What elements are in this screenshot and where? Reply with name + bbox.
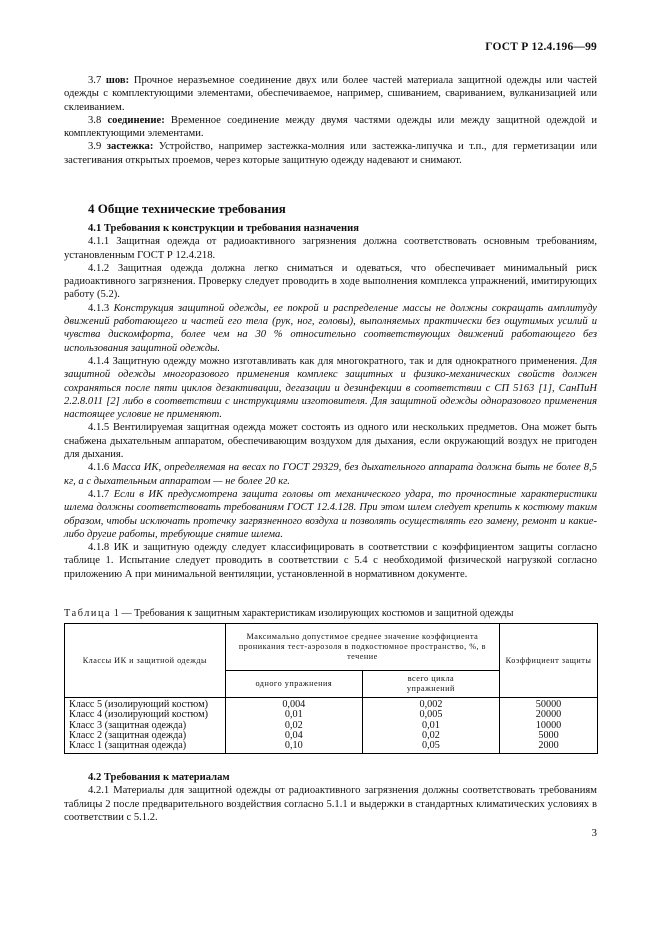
paragraph-4-1-2: 4.1.2 Защитная одежда должна легко сниматься и одеваться, что обеспечивает минимальный риск радиоактивного загрязнения. Проверку следует проводить в ходе выполнения комплекса упражнений, имитирующих работу (5.2). xyxy=(64,262,597,301)
all-exercises-cell: 0,005 xyxy=(419,709,443,721)
one-exercise-cell: 0,01 xyxy=(284,709,303,721)
paragraph-4-1-3: 4.1.3 Конструкция защитной одежды, ее покрой и распределение массы не должны сокращать амплитуду движений работающего и частей его тела (рук, ног, головы), выполняемых практически без ощутимых усилий и чувства дискомфорта, более чем на 30 % относительно соответствующих движений работающего без использования защитной одежды. xyxy=(64,302,597,354)
all-exercises-cell: 0,01 xyxy=(422,719,440,731)
subsection-4-1-title: 4.1 Требования к конструкции и требования назначения xyxy=(88,223,359,234)
col-header-penetration: Максимально допустимое среднее значение коэффициента проникания тест-аэрозоля в подкостюмное пространство, %, в течение xyxy=(225,624,499,671)
paragraph-4-1-4: 4.1.4 Защитную одежду можно изготавливать как для многократного, так и для однократного применения. Для защитной одежды многоразового применения комплекс защитных и физико-механических свойств должен сохраняться после пяти циклов дезактивации, дегазации и дезинфекции в соответствии с СП 5163 [1], СанПиН 2.2.8.011 [2] либо в соответствии с инструкциями изготовителя. Для защитной одежды одноразового применения настоящее условие не применяют. xyxy=(64,355,597,421)
paragraph-4-1-5: 4.1.5 Вентилируемая защитная одежда может состоять из одного или нескольких предметов. Она может быть снабжена дыхательным аппаратом, обеспечивающим воздухом для дыхания, если окружающий воздух не пригоден для дыхания. xyxy=(64,422,597,461)
all-exercises-cell: 0,02 xyxy=(422,729,440,741)
paragraph-4-1-8: 4.1.8 ИК и защитную одежду следует классифицировать в соответствии с коэффициентом защиты согласно таблице 1. Испытание следует проводить в соответствии с 5.4 с необходимой физической нагрузкой согласно приложению А при минимальной вентиляции, установленной в нормативном документе. xyxy=(64,542,597,580)
coefficient-cell: 5000 xyxy=(538,729,559,741)
all-exercises-cell: 0,002 xyxy=(419,699,443,710)
class-cell: Класс 1 (защитная одежда) xyxy=(69,740,187,752)
section-4-1-block xyxy=(64,222,597,581)
col-header-all-exercises: всего цикла упражнений xyxy=(362,671,499,698)
class-cell: Класс 2 (защитная одежда) xyxy=(69,729,187,741)
one-exercise-cell: 0,04 xyxy=(284,729,303,741)
table-1-caption: Таблица 1 — Требования к защитным характеристикам изолирующих костюмов и защитной одежды xyxy=(64,608,514,619)
paragraph-4-1-7: 4.1.7 Если в ИК предусмотрена защита головы от механического удара, то прочностные характеристики шлема должны соответствовать требованиям ГОСТ 12.4.128. При этом шлем следует крепить к костюму таким образом, чтобы исключать протечку загрязненного воздуха и позволять осуществлять его замену, ремонт и какие-либо другие работы, требующие снятие шлема. xyxy=(64,488,597,540)
paragraph-4-2-1: 4.2.1 Материалы для защитной одежды от радиоактивного загрязнения должны соответствовать требованиям таблицы 2 после предварительного воздействия согласно 5.1.1 и выдержки в стандартных климатических условиях в соответствии с 5.1.2. xyxy=(64,785,597,823)
section-4-2-block xyxy=(64,771,597,824)
coefficient-cell: 20000 xyxy=(535,709,562,721)
definition-3-8: 3.8 соединение: Временное соединение между двумя частями одежды или между защитной одеждой и комплектующими элементами. xyxy=(64,114,597,140)
definition-3-9: 3.9 застежка: Устройство, например застежка-молния или застежка-липучка и т.п., для герметизации или застегивания открытых проемов, через которые защитную одежду надевают и снимают. xyxy=(64,141,597,166)
coefficient-cell: 2000 xyxy=(538,740,559,752)
subsection-4-2-title: 4.2 Требования к материалам xyxy=(88,772,230,783)
class-cell: Класс 5 (изолирующий костюм) xyxy=(69,699,208,710)
table-1 xyxy=(64,623,598,754)
paragraph-4-1-1: 4.1.1 Защитная одежда от радиоактивного загрязнения должна соответствовать основным требованиям, установленным ГОСТ Р 12.4.218. xyxy=(64,236,597,261)
class-cell: Класс 4 (изолирующий костюм) xyxy=(69,709,208,721)
class-cell: Класс 3 (защитная одежда) xyxy=(69,719,187,731)
all-exercises-cell: 0,05 xyxy=(422,740,440,752)
col-header-coefficient: Коэффициент защиты xyxy=(500,624,598,698)
one-exercise-cell: 0,10 xyxy=(284,740,303,752)
paragraph-4-1-6: 4.1.6 Масса ИК, определяемая на весах по ГОСТ 29329, без дыхательного аппарата должна быть не более 8,5 кг, а с дыхательным аппаратом — не более 20 кг. xyxy=(64,462,597,487)
coefficient-cell: 50000 xyxy=(535,699,562,710)
one-exercise-cell: 0,004 xyxy=(282,699,306,710)
page-number: 3 xyxy=(591,827,597,839)
col-header-class: Классы ИК и защитной одежды xyxy=(65,624,226,698)
definitions-block xyxy=(64,74,597,167)
coefficient-cell: 10000 xyxy=(535,719,562,731)
section-4-title: 4 Общие технические требования xyxy=(88,201,286,216)
one-exercise-cell: 0,02 xyxy=(284,719,303,731)
document-code-header: ГОСТ Р 12.4.196—99 xyxy=(485,41,597,53)
table-row xyxy=(65,698,598,754)
definition-3-7: 3.7 шов: Прочное неразъемное соединение двух или более частей материала защитной одежды или частей одежды с комплектующими элементами, обеспечиваемое, например, сшиванием, свариванием, вулканизацией или склеиванием. xyxy=(64,75,598,113)
col-header-one-exercise: одного упражнения xyxy=(225,671,362,698)
